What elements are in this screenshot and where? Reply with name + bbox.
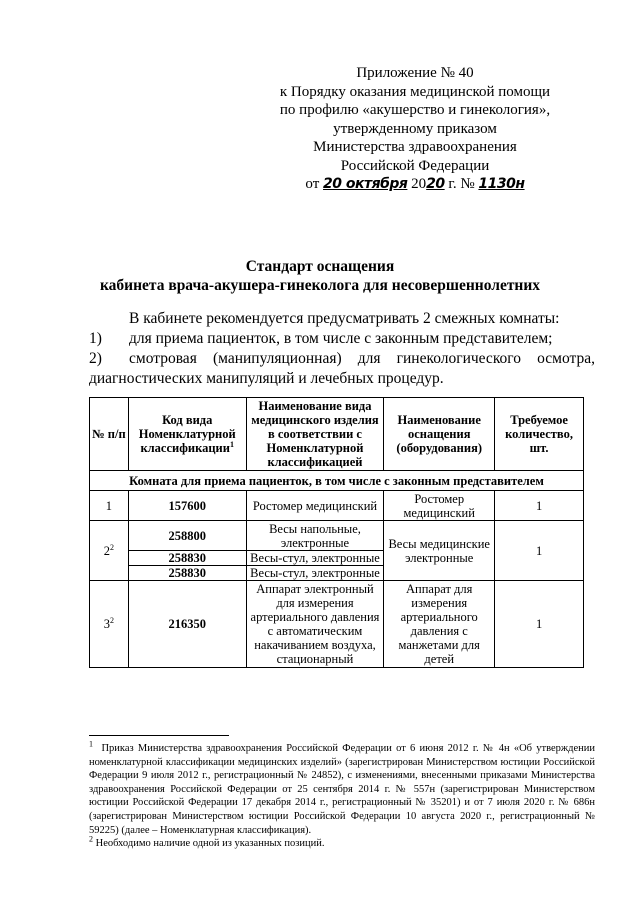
document-title: Стандарт оснащения	[245, 258, 395, 275]
table-row	[90, 491, 584, 521]
header-number: № п/п	[90, 398, 129, 471]
table-row	[90, 581, 584, 668]
appendix-number: Приложение № 40	[356, 65, 474, 81]
date-year-prefix: 20	[411, 176, 427, 192]
table-row	[90, 521, 584, 551]
date-from-label: от	[305, 176, 320, 192]
intro-item-1-number: 1)	[89, 330, 102, 347]
intro-item-2	[89, 349, 595, 369]
footnote-2	[89, 834, 595, 851]
intro-item-2-number: 2)	[89, 350, 102, 367]
section-title: Комната для приема пациенток, в том числе с законным представителем	[90, 471, 584, 491]
row-device-name: Весы напольные, электронные	[246, 521, 384, 551]
footnote-divider	[89, 735, 229, 736]
row-device-name: Весы-стул, электронные	[246, 566, 384, 581]
section-row	[90, 471, 584, 491]
table-header-row	[90, 398, 584, 471]
intro-item-2-continuation: диагностических манипуляций и лечебных процедур.	[89, 370, 444, 387]
order-date-line	[250, 175, 580, 194]
header-code: Код вида Номенклатурной классификации$^1$	[128, 398, 246, 471]
row-quantity: 1	[495, 521, 584, 581]
intro-text: В кабинете рекомендуется предусматривать 2 смежных комнаты:	[129, 310, 560, 327]
intro-item-1	[89, 329, 595, 349]
header-device-name: Наименование вида медицинского изделия в соответствии с Номенклатурной классификацией	[246, 398, 384, 471]
appendix-line-3: по профилю «акушерство и гинекология»,	[279, 102, 551, 118]
appendix-header	[250, 64, 580, 194]
handwritten-year: 20	[426, 176, 445, 192]
footnote-1	[89, 739, 595, 837]
header-quantity: Требуемое количество, шт.	[495, 398, 584, 471]
footnotes	[89, 739, 595, 851]
row-quantity: 1	[495, 491, 584, 521]
intro-item-1-text: для приема пациенток, в том числе с законным представителем;	[129, 330, 553, 347]
row-code: 258830	[128, 551, 246, 566]
footnote-1-mark: 1	[89, 739, 93, 749]
row-device-name: Аппарат электронный для измерения артериального давления с автоматическим накачиванием воздуха, стационарный	[246, 581, 384, 668]
handwritten-date: 20 октября	[323, 176, 408, 192]
footnote-2-text: Необходимо наличие одной из указанных позиций.	[95, 838, 325, 850]
appendix-line-4: утвержденному приказом	[333, 120, 497, 137]
row-equipment: Ростомер медицинский	[384, 491, 495, 521]
appendix-line-2: к Порядку оказания медицинской помощи	[279, 83, 551, 100]
intro-section	[89, 309, 595, 389]
row-device-name: Весы-стул, электронные	[246, 551, 384, 566]
document-subtitle: кабинета врача-акушера-гинеколога для несовершеннолетних	[99, 277, 541, 294]
appendix-line-5: Министерства здравоохранения	[313, 139, 517, 155]
row-code: 258830	[128, 566, 246, 581]
row-equipment: Аппарат для измерения артериального давления с манжетами для детей	[384, 581, 495, 668]
row-number: $3^2$	[90, 581, 129, 668]
appendix-line-6: Российской Федерации	[340, 157, 490, 174]
row-device-name: Ростомер медицинский	[246, 491, 384, 521]
intro-item-2-text: смотровая (манипуляционная) для гинекологического осмотра,	[129, 350, 595, 367]
order-number-label: г. №	[448, 176, 475, 192]
equipment-table	[89, 397, 584, 668]
row-equipment: Весы медицинские электронные	[384, 521, 495, 581]
footnote-1-text: Приказ Министерства здравоохранения Российской Федерации от 6 июня 2012 г. № 4н «Об утверждении номенклатурной классификации медицинских изделий» (зарегистрирован Министерством юстиции Российской Федерации 9 июля 2012 г., регистрационный № 24852), с изменениями, внесенными приказами Министерства здравоохранения Российской Федерации от 25 сентября 2014 г. № 557н (зарегистрирован Министерством юстиции Российской Федерации 17 декабря 2014 г., регистрационный № 35201) и от 7 июля 2020 г. № 686н (зарегистрирован Министерством юстиции Российской Федерации 10 августа 2020 г., регистрационный № 59225) (далее – Номенклатурная классификация).	[89, 743, 595, 836]
footnote-2-mark: 2	[89, 834, 93, 844]
handwritten-order-number: 1130н	[478, 176, 525, 192]
row-number: 1	[90, 491, 129, 521]
row-number: $2^2$	[90, 521, 129, 581]
row-code: 157600	[128, 491, 246, 521]
row-code: 216350	[128, 581, 246, 668]
row-code: 258800	[128, 521, 246, 551]
header-equipment: Наименование оснащения (оборудования)	[384, 398, 495, 471]
row-quantity: 1	[495, 581, 584, 668]
